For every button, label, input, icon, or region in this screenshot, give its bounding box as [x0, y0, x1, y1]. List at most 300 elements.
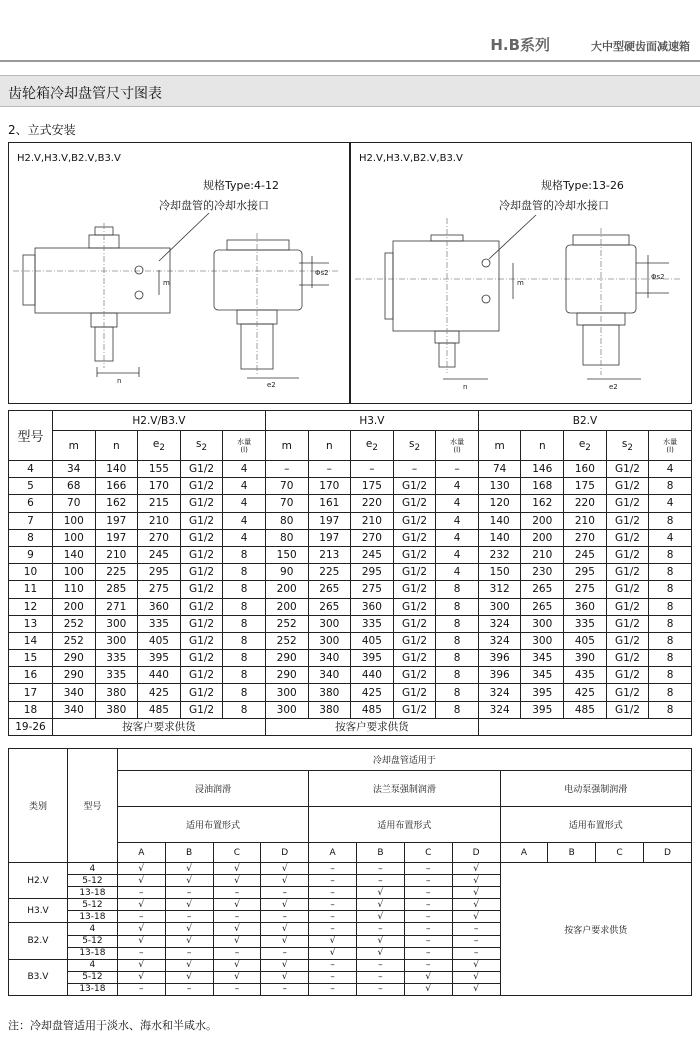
table-cell: 10 — [9, 564, 53, 581]
table-cell: 245 — [138, 546, 181, 563]
table-row — [9, 650, 692, 667]
table-cell: 16 — [9, 667, 53, 684]
mark-cell: √ — [452, 887, 500, 899]
table-cell: 360 — [351, 598, 394, 615]
mark-cell: √ — [357, 935, 405, 947]
lubrication-header: 电动泵强制润滑 — [500, 771, 692, 807]
column-header: n — [521, 431, 564, 461]
table-cell: 324 — [478, 701, 521, 718]
table-cell: G1/2 — [393, 701, 436, 718]
table-cell: G1/2 — [180, 546, 223, 563]
mark-cell: √ — [165, 899, 213, 911]
table-cell: 300 — [265, 684, 308, 701]
model-cell: 13-18 — [67, 911, 117, 923]
column-header — [223, 431, 266, 461]
table-cell: 8 — [223, 581, 266, 598]
table-cell: 225 — [95, 564, 138, 581]
table-cell: 8 — [649, 598, 692, 615]
table-cell: 225 — [308, 564, 351, 581]
mark-cell: √ — [357, 947, 405, 959]
table-cell: 4 — [649, 461, 692, 478]
layout-column: D — [643, 843, 691, 863]
table-cell: 15 — [9, 650, 53, 667]
table-cell: 390 — [564, 650, 607, 667]
table-cell: 7 — [9, 512, 53, 529]
water-label: 水量 — [450, 437, 465, 446]
table-cell: 175 — [351, 478, 394, 495]
mark-cell: √ — [213, 959, 261, 971]
table-cell: 200 — [52, 598, 95, 615]
table-cell: G1/2 — [180, 684, 223, 701]
table-cell: 8 — [223, 615, 266, 632]
table-cell: 8 — [649, 478, 692, 495]
mark-cell: – — [309, 983, 357, 995]
table-cell: 8 — [223, 546, 266, 563]
mark-cell: – — [357, 959, 405, 971]
table-cell: 210 — [138, 512, 181, 529]
table-cell: G1/2 — [606, 650, 649, 667]
model-cell: 4 — [67, 923, 117, 935]
table-cell: 200 — [265, 581, 308, 598]
table-cell: G1/2 — [606, 478, 649, 495]
table-cell: G1/2 — [180, 461, 223, 478]
mark-cell: – — [117, 983, 165, 995]
mark-cell: – — [309, 887, 357, 899]
mark-cell: √ — [213, 971, 261, 983]
mark-cell: √ — [452, 911, 500, 923]
table-row — [9, 461, 692, 478]
mark-cell: – — [309, 875, 357, 887]
table-cell: 162 — [521, 495, 564, 512]
dim-n: n — [117, 377, 122, 385]
table-cell: G1/2 — [606, 461, 649, 478]
table-cell: 18 — [9, 701, 53, 718]
model-header: 型号 — [9, 411, 53, 461]
table-cell: 425 — [351, 684, 394, 701]
mark-cell: √ — [452, 875, 500, 887]
table-cell: 295 — [351, 564, 394, 581]
table-cell: 140 — [95, 461, 138, 478]
table-cell: 290 — [52, 650, 95, 667]
mark-cell: – — [117, 887, 165, 899]
table-cell: 168 — [521, 478, 564, 495]
table-cell: 265 — [521, 598, 564, 615]
model-cell: 4 — [67, 959, 117, 971]
table-cell: 4 — [9, 461, 53, 478]
table-cell: 110 — [52, 581, 95, 598]
diagram-models: H2.V,H3.V,B2.V,B3.V — [359, 153, 463, 164]
dim-e2: e2 — [267, 381, 276, 389]
table-cell: – — [265, 461, 308, 478]
table-cell: 300 — [265, 701, 308, 718]
category-cell: H3.V — [9, 899, 68, 923]
mark-cell: √ — [165, 971, 213, 983]
table-cell: 6 — [9, 495, 53, 512]
table-row — [9, 615, 692, 632]
mark-cell: – — [357, 875, 405, 887]
mark-cell: – — [357, 983, 405, 995]
table-cell: 170 — [308, 478, 351, 495]
dim-m: m — [163, 279, 170, 287]
table-cell: 8 — [436, 684, 479, 701]
table-cell: 200 — [265, 598, 308, 615]
table-cell: G1/2 — [606, 512, 649, 529]
table-cell: G1/2 — [393, 684, 436, 701]
table-cell: 100 — [52, 529, 95, 546]
applicability-table — [8, 748, 692, 996]
table-cell: 8 — [436, 632, 479, 649]
table-cell: 324 — [478, 615, 521, 632]
mark-cell: – — [261, 887, 309, 899]
mark-cell: – — [165, 947, 213, 959]
layout-header: 适用布置形式 — [117, 807, 308, 843]
table-cell: 4 — [436, 478, 479, 495]
table-cell: 245 — [351, 546, 394, 563]
mark-cell: – — [309, 971, 357, 983]
table-cell: 8 — [436, 650, 479, 667]
applies-header: 冷却盘管适用于 — [117, 749, 691, 771]
table-cell: 4 — [436, 564, 479, 581]
table-cell: 300 — [308, 632, 351, 649]
table-cell: – — [308, 461, 351, 478]
table-cell: 380 — [308, 701, 351, 718]
mark-cell: – — [452, 947, 500, 959]
table-cell: G1/2 — [393, 581, 436, 598]
table-cell: 285 — [95, 581, 138, 598]
table-cell: G1/2 — [606, 684, 649, 701]
table-cell: 70 — [265, 478, 308, 495]
table-cell: 155 — [138, 461, 181, 478]
table-cell: 8 — [223, 684, 266, 701]
mark-cell: – — [261, 947, 309, 959]
table-cell: 395 — [351, 650, 394, 667]
mark-cell: √ — [404, 983, 452, 995]
mark-cell: – — [213, 947, 261, 959]
mark-cell: – — [117, 947, 165, 959]
table-cell: 345 — [521, 667, 564, 684]
table-cell: 265 — [308, 598, 351, 615]
group-header: H2.V/B3.V — [52, 411, 265, 431]
table-cell: 12 — [9, 598, 53, 615]
layout-column: B — [548, 843, 596, 863]
table-cell: 200 — [521, 529, 564, 546]
table-cell: 166 — [95, 478, 138, 495]
layout-column: C — [213, 843, 261, 863]
table-cell: 232 — [478, 546, 521, 563]
mark-cell: √ — [261, 923, 309, 935]
mark-cell: √ — [404, 971, 452, 983]
table-cell: 8 — [649, 564, 692, 581]
dim-n: n — [463, 383, 468, 391]
mark-cell: √ — [452, 863, 500, 875]
page-header — [0, 0, 700, 60]
table-cell: G1/2 — [606, 529, 649, 546]
table-cell: 按客户要求供货 — [52, 718, 265, 735]
table-row — [9, 632, 692, 649]
water-label: 水量 — [663, 437, 678, 446]
mark-cell: – — [452, 935, 500, 947]
mark-cell: √ — [165, 935, 213, 947]
mark-cell: – — [213, 911, 261, 923]
mark-cell: √ — [117, 875, 165, 887]
table-row — [9, 684, 692, 701]
table-cell: 270 — [138, 529, 181, 546]
table-cell: 74 — [478, 461, 521, 478]
table-cell: 68 — [52, 478, 95, 495]
table-cell: 4 — [223, 529, 266, 546]
table-cell: 170 — [138, 478, 181, 495]
category-cell: H2.V — [9, 863, 68, 899]
column-header: n — [95, 431, 138, 461]
dimension-table — [8, 410, 692, 736]
mark-cell: √ — [117, 863, 165, 875]
mark-cell: √ — [117, 899, 165, 911]
mark-cell: – — [309, 911, 357, 923]
table-cell: G1/2 — [180, 512, 223, 529]
mark-cell: √ — [213, 935, 261, 947]
table-cell: 8 — [649, 667, 692, 684]
table-cell: 197 — [95, 529, 138, 546]
mark-cell: √ — [452, 899, 500, 911]
table-cell: 100 — [52, 564, 95, 581]
table-cell: 13 — [9, 615, 53, 632]
table-cell: 19-26 — [9, 718, 53, 735]
table-cell: 8 — [436, 581, 479, 598]
table-cell: 80 — [265, 529, 308, 546]
column-header: m — [478, 431, 521, 461]
column-header: $e_2$ — [564, 431, 607, 461]
table-cell: 485 — [564, 701, 607, 718]
dimension-table-body — [9, 461, 692, 736]
table-cell: 4 — [649, 495, 692, 512]
table-cell: 340 — [308, 667, 351, 684]
table-cell: 70 — [265, 495, 308, 512]
table-row — [9, 863, 692, 875]
table-cell: 380 — [308, 684, 351, 701]
layout-column: C — [404, 843, 452, 863]
table-cell: 197 — [95, 512, 138, 529]
table-cell: 440 — [351, 667, 394, 684]
table-cell: 8 — [436, 615, 479, 632]
model-header: 型号 — [67, 749, 117, 863]
table-cell: 90 — [265, 564, 308, 581]
table-cell: 275 — [351, 581, 394, 598]
table-cell: G1/2 — [393, 598, 436, 615]
table-cell: 440 — [138, 667, 181, 684]
table-cell: 4 — [649, 529, 692, 546]
water-unit: (l) — [666, 445, 674, 454]
table-cell: 405 — [138, 632, 181, 649]
table-cell: 8 — [649, 512, 692, 529]
table-cell: G1/2 — [180, 529, 223, 546]
table-cell: 8 — [436, 667, 479, 684]
table-cell: 161 — [308, 495, 351, 512]
mark-cell: √ — [261, 959, 309, 971]
table-cell: 5 — [9, 478, 53, 495]
table-cell: G1/2 — [180, 650, 223, 667]
layout-column: A — [309, 843, 357, 863]
table-cell: 4 — [223, 512, 266, 529]
sub-header-row — [9, 431, 692, 461]
mark-cell: – — [165, 911, 213, 923]
table-cell: G1/2 — [393, 632, 436, 649]
table-cell: 395 — [521, 701, 564, 718]
mark-cell: – — [117, 911, 165, 923]
table-cell: 345 — [521, 650, 564, 667]
table-cell: 265 — [308, 581, 351, 598]
diagram-type: 规格Type:13-26 — [541, 179, 624, 192]
table-cell: G1/2 — [180, 598, 223, 615]
table-cell: 210 — [564, 512, 607, 529]
table-cell: 335 — [564, 615, 607, 632]
table-cell: 312 — [478, 581, 521, 598]
table-cell: 8 — [649, 701, 692, 718]
diagram-models: H2.V,H3.V,B2.V,B3.V — [17, 153, 121, 164]
mark-cell: √ — [165, 875, 213, 887]
table-cell: 275 — [138, 581, 181, 598]
table-cell: 80 — [265, 512, 308, 529]
table-cell: 8 — [223, 564, 266, 581]
table-cell: 8 — [649, 615, 692, 632]
layout-column: B — [357, 843, 405, 863]
table-cell: 245 — [564, 546, 607, 563]
table-cell: 300 — [478, 598, 521, 615]
table-row — [9, 546, 692, 563]
mark-cell: √ — [261, 875, 309, 887]
table-cell: G1/2 — [606, 546, 649, 563]
table-cell: – — [393, 461, 436, 478]
table-cell: G1/2 — [393, 512, 436, 529]
table-cell: 295 — [138, 564, 181, 581]
mark-cell: – — [404, 923, 452, 935]
gearbox-drawing-small — [9, 143, 351, 405]
mark-cell: – — [261, 983, 309, 995]
mark-cell: √ — [117, 959, 165, 971]
install-label: 2、立式安装 — [8, 123, 76, 137]
lubrication-header: 浸油润滑 — [117, 771, 308, 807]
table-cell: G1/2 — [393, 650, 436, 667]
table-cell: 70 — [52, 495, 95, 512]
table-cell: 252 — [265, 615, 308, 632]
table-cell: – — [351, 461, 394, 478]
table-cell: 140 — [52, 546, 95, 563]
table-cell: 335 — [351, 615, 394, 632]
mark-cell: √ — [357, 899, 405, 911]
table-cell: G1/2 — [393, 478, 436, 495]
table-cell: 220 — [564, 495, 607, 512]
table-cell: 270 — [564, 529, 607, 546]
section-title: 齿轮箱冷却盘管尺寸图表 — [8, 86, 162, 102]
layout-column: A — [117, 843, 165, 863]
table-cell: 14 — [9, 632, 53, 649]
table-cell: 8 — [436, 598, 479, 615]
table-cell — [478, 718, 691, 735]
table-cell: G1/2 — [180, 581, 223, 598]
model-cell: 13-18 — [67, 947, 117, 959]
table-cell: 220 — [351, 495, 394, 512]
table-cell: G1/2 — [606, 581, 649, 598]
table-row — [9, 564, 692, 581]
table-cell: 160 — [564, 461, 607, 478]
table-row — [9, 701, 692, 718]
table-cell: 17 — [9, 684, 53, 701]
table-cell: 4 — [223, 461, 266, 478]
mark-cell: √ — [452, 971, 500, 983]
model-cell: 4 — [67, 863, 117, 875]
table-cell: G1/2 — [606, 701, 649, 718]
series-subtitle: 大中型硬齿面减速箱 — [591, 40, 690, 53]
mark-cell: – — [404, 911, 452, 923]
mark-cell: √ — [165, 959, 213, 971]
mark-cell: √ — [309, 947, 357, 959]
water-label: 水量 — [237, 437, 252, 446]
layout-column: C — [596, 843, 644, 863]
dim-s2: Φs2 — [315, 269, 329, 277]
dim-e2: e2 — [609, 383, 618, 391]
model-cell: 5-12 — [67, 935, 117, 947]
section-title-bar — [0, 75, 700, 107]
table-cell: G1/2 — [393, 529, 436, 546]
table-cell: G1/2 — [180, 615, 223, 632]
mark-cell: √ — [357, 887, 405, 899]
table-cell: 150 — [478, 564, 521, 581]
table-cell: 140 — [478, 512, 521, 529]
table-cell: 252 — [52, 615, 95, 632]
table-cell: G1/2 — [606, 564, 649, 581]
table-cell: 405 — [564, 632, 607, 649]
table-cell: 162 — [95, 495, 138, 512]
table-cell: G1/2 — [606, 632, 649, 649]
table-cell: 340 — [52, 701, 95, 718]
mark-cell: √ — [165, 923, 213, 935]
table-row — [9, 512, 692, 529]
table-row — [9, 495, 692, 512]
table-cell: 252 — [265, 632, 308, 649]
table-cell: 340 — [52, 684, 95, 701]
table-cell: 300 — [521, 615, 564, 632]
category-cell: B2.V — [9, 923, 68, 959]
table-cell: 146 — [521, 461, 564, 478]
table-cell: 300 — [308, 615, 351, 632]
table-cell: 130 — [478, 478, 521, 495]
diagram-note: 冷却盘管的冷却水接口 — [499, 199, 609, 212]
table-cell: 295 — [564, 564, 607, 581]
mark-cell: – — [404, 899, 452, 911]
water-unit: (l) — [453, 445, 461, 454]
table-cell: 324 — [478, 632, 521, 649]
model-cell: 5-12 — [67, 875, 117, 887]
column-header: $s_2$ — [393, 431, 436, 461]
table-cell: 300 — [521, 632, 564, 649]
table-cell: 140 — [478, 529, 521, 546]
column-header — [649, 431, 692, 461]
column-header: $e_2$ — [351, 431, 394, 461]
table-cell: 270 — [351, 529, 394, 546]
table-cell: 485 — [351, 701, 394, 718]
table-cell: 380 — [95, 684, 138, 701]
table-cell: G1/2 — [393, 495, 436, 512]
mark-cell: – — [213, 887, 261, 899]
table-cell: 8 — [223, 598, 266, 615]
header-rule — [0, 60, 700, 62]
diagram-type: 规格Type:4-12 — [203, 179, 279, 192]
diagram-note: 冷却盘管的冷却水接口 — [159, 199, 269, 212]
table-cell: 300 — [95, 615, 138, 632]
column-header: $s_2$ — [606, 431, 649, 461]
mark-cell: √ — [261, 899, 309, 911]
table-cell: 34 — [52, 461, 95, 478]
mark-cell: – — [309, 923, 357, 935]
